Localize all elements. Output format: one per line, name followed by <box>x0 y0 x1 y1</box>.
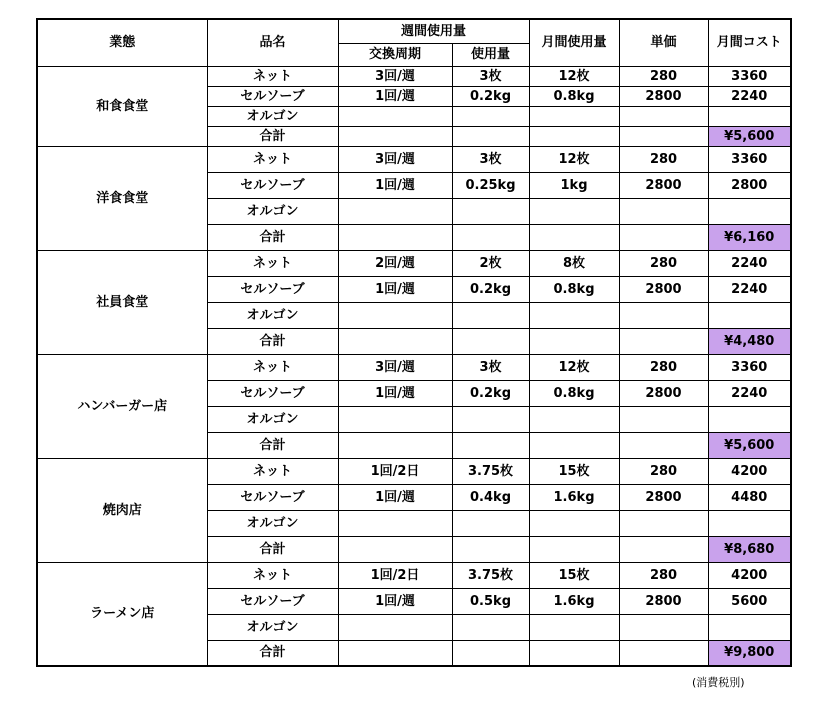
usage-cell: 0.4kg <box>452 484 529 510</box>
total-label: 合計 <box>207 536 338 562</box>
item-cell: セルソーブ <box>207 380 338 406</box>
item-cell: セルソーブ <box>207 172 338 198</box>
price-cell: 2800 <box>619 86 708 106</box>
table-row <box>37 66 791 86</box>
empty-cell <box>452 536 529 562</box>
cycle-cell: 1回/週 <box>338 484 452 510</box>
header-monthly-cost: 月間コスト <box>708 19 791 66</box>
usage-cell <box>452 106 529 126</box>
total-cost-cell: ¥9,800 <box>708 640 791 666</box>
header-weekly-usage: 週間使用量 <box>338 19 529 43</box>
table-row <box>37 458 791 484</box>
total-label: 合計 <box>207 328 338 354</box>
cycle-cell: 1回/週 <box>338 276 452 302</box>
price-cell: 280 <box>619 146 708 172</box>
price-cell <box>619 198 708 224</box>
total-label: 合計 <box>207 224 338 250</box>
total-label: 合計 <box>207 126 338 146</box>
item-cell: セルソーブ <box>207 484 338 510</box>
empty-cell <box>452 224 529 250</box>
business-type-cell: ハンバーガー店 <box>37 354 207 458</box>
price-cell: 2800 <box>619 588 708 614</box>
usage-cell: 2枚 <box>452 250 529 276</box>
cost-cell: 4200 <box>708 458 791 484</box>
usage-cell: 0.25kg <box>452 172 529 198</box>
usage-cell: 0.2kg <box>452 276 529 302</box>
monthly-cell: 0.8kg <box>529 380 619 406</box>
empty-cell <box>529 432 619 458</box>
group-block <box>37 354 791 458</box>
empty-cell <box>529 126 619 146</box>
empty-cell <box>338 328 452 354</box>
cycle-cell: 1回/2日 <box>338 458 452 484</box>
cost-table <box>36 18 792 667</box>
price-cell <box>619 614 708 640</box>
cost-cell: 4200 <box>708 562 791 588</box>
usage-cell: 0.2kg <box>452 380 529 406</box>
header-unit-price: 単価 <box>619 19 708 66</box>
usage-cell: 3.75枚 <box>452 562 529 588</box>
item-cell: ネット <box>207 458 338 484</box>
empty-cell <box>529 328 619 354</box>
total-cost-cell: ¥6,160 <box>708 224 791 250</box>
cycle-cell <box>338 406 452 432</box>
cost-cell <box>708 614 791 640</box>
item-cell: セルソーブ <box>207 86 338 106</box>
cost-cell <box>708 198 791 224</box>
monthly-cell: 1.6kg <box>529 484 619 510</box>
monthly-cell <box>529 198 619 224</box>
total-cost-cell: ¥4,480 <box>708 328 791 354</box>
business-type-cell: 和食食堂 <box>37 66 207 146</box>
usage-cell: 3枚 <box>452 354 529 380</box>
monthly-cell: 0.8kg <box>529 276 619 302</box>
cycle-cell <box>338 510 452 536</box>
cycle-cell <box>338 302 452 328</box>
item-cell: ネット <box>207 354 338 380</box>
item-cell: ネット <box>207 250 338 276</box>
monthly-cell: 12枚 <box>529 146 619 172</box>
empty-cell <box>619 224 708 250</box>
empty-cell <box>619 640 708 666</box>
item-cell: オルゴン <box>207 406 338 432</box>
total-label: 合計 <box>207 432 338 458</box>
price-cell: 280 <box>619 354 708 380</box>
header-business-type: 業態 <box>37 19 207 66</box>
business-type-cell: 洋食食堂 <box>37 146 207 250</box>
monthly-cell: 15枚 <box>529 458 619 484</box>
usage-cell <box>452 198 529 224</box>
monthly-cell: 12枚 <box>529 66 619 86</box>
empty-cell <box>529 536 619 562</box>
cost-cell <box>708 106 791 126</box>
header-monthly-usage: 月間使用量 <box>529 19 619 66</box>
item-cell: オルゴン <box>207 614 338 640</box>
cycle-cell <box>338 106 452 126</box>
group-block <box>37 146 791 250</box>
empty-cell <box>338 432 452 458</box>
table-row <box>37 146 791 172</box>
cost-cell: 2240 <box>708 86 791 106</box>
cost-cell: 2240 <box>708 250 791 276</box>
item-cell: ネット <box>207 562 338 588</box>
price-cell: 2800 <box>619 380 708 406</box>
cycle-cell: 1回/週 <box>338 380 452 406</box>
price-cell <box>619 510 708 536</box>
empty-cell <box>619 536 708 562</box>
monthly-cell <box>529 406 619 432</box>
cost-cell <box>708 406 791 432</box>
cycle-cell: 3回/週 <box>338 66 452 86</box>
cost-cell: 2240 <box>708 276 791 302</box>
empty-cell <box>452 640 529 666</box>
empty-cell <box>529 224 619 250</box>
price-cell: 280 <box>619 562 708 588</box>
tax-note: (消費税別) <box>692 676 745 689</box>
price-cell: 280 <box>619 458 708 484</box>
cycle-cell: 3回/週 <box>338 354 452 380</box>
group-block <box>37 66 791 146</box>
empty-cell <box>338 126 452 146</box>
usage-cell <box>452 406 529 432</box>
price-cell: 280 <box>619 250 708 276</box>
usage-cell: 0.2kg <box>452 86 529 106</box>
cost-cell <box>708 302 791 328</box>
cost-cell: 3360 <box>708 66 791 86</box>
cost-cell: 4480 <box>708 484 791 510</box>
monthly-cell: 1.6kg <box>529 588 619 614</box>
price-cell: 2800 <box>619 484 708 510</box>
header-item-name: 品名 <box>207 19 338 66</box>
item-cell: セルソーブ <box>207 276 338 302</box>
monthly-cell: 0.8kg <box>529 86 619 106</box>
monthly-cell: 1kg <box>529 172 619 198</box>
header-exchange-cycle: 交換周期 <box>338 43 452 66</box>
empty-cell <box>619 126 708 146</box>
cost-cell <box>708 510 791 536</box>
cycle-cell: 1回/週 <box>338 86 452 106</box>
empty-cell <box>529 640 619 666</box>
empty-cell <box>338 640 452 666</box>
empty-cell <box>452 126 529 146</box>
cycle-cell <box>338 614 452 640</box>
cycle-cell <box>338 198 452 224</box>
group-block <box>37 250 791 354</box>
empty-cell <box>338 224 452 250</box>
cost-cell: 5600 <box>708 588 791 614</box>
cost-cell: 2240 <box>708 380 791 406</box>
cycle-cell: 1回/週 <box>338 172 452 198</box>
group-block <box>37 562 791 666</box>
monthly-cell <box>529 106 619 126</box>
empty-cell <box>338 536 452 562</box>
monthly-cell <box>529 510 619 536</box>
usage-cell: 3枚 <box>452 66 529 86</box>
cost-cell: 3360 <box>708 354 791 380</box>
item-cell: ネット <box>207 146 338 172</box>
total-cost-cell: ¥5,600 <box>708 126 791 146</box>
empty-cell <box>452 432 529 458</box>
group-block <box>37 458 791 562</box>
empty-cell <box>452 328 529 354</box>
monthly-cell: 12枚 <box>529 354 619 380</box>
cost-cell: 2800 <box>708 172 791 198</box>
price-cell: 2800 <box>619 276 708 302</box>
cycle-cell: 2回/週 <box>338 250 452 276</box>
item-cell: オルゴン <box>207 198 338 224</box>
item-cell: ネット <box>207 66 338 86</box>
price-cell: 2800 <box>619 172 708 198</box>
usage-cell: 3.75枚 <box>452 458 529 484</box>
table-row <box>37 250 791 276</box>
item-cell: セルソーブ <box>207 588 338 614</box>
cycle-cell: 1回/2日 <box>338 562 452 588</box>
item-cell: オルゴン <box>207 106 338 126</box>
usage-cell: 0.5kg <box>452 588 529 614</box>
business-type-cell: ラーメン店 <box>37 562 207 666</box>
business-type-cell: 焼肉店 <box>37 458 207 562</box>
table-row <box>37 562 791 588</box>
table-row <box>37 354 791 380</box>
price-cell: 280 <box>619 66 708 86</box>
total-cost-cell: ¥8,680 <box>708 536 791 562</box>
total-label: 合計 <box>207 640 338 666</box>
usage-cell <box>452 510 529 536</box>
monthly-cell: 8枚 <box>529 250 619 276</box>
monthly-cell <box>529 302 619 328</box>
cycle-cell: 1回/週 <box>338 588 452 614</box>
cost-cell: 3360 <box>708 146 791 172</box>
header-usage-amount: 使用量 <box>452 43 529 66</box>
item-cell: オルゴン <box>207 510 338 536</box>
total-cost-cell: ¥5,600 <box>708 432 791 458</box>
usage-cell: 3枚 <box>452 146 529 172</box>
monthly-cell <box>529 614 619 640</box>
business-type-cell: 社員食堂 <box>37 250 207 354</box>
monthly-cell: 15枚 <box>529 562 619 588</box>
empty-cell <box>619 432 708 458</box>
price-cell <box>619 106 708 126</box>
cycle-cell: 3回/週 <box>338 146 452 172</box>
price-cell <box>619 302 708 328</box>
price-cell <box>619 406 708 432</box>
empty-cell <box>619 328 708 354</box>
usage-cell <box>452 614 529 640</box>
usage-cell <box>452 302 529 328</box>
item-cell: オルゴン <box>207 302 338 328</box>
